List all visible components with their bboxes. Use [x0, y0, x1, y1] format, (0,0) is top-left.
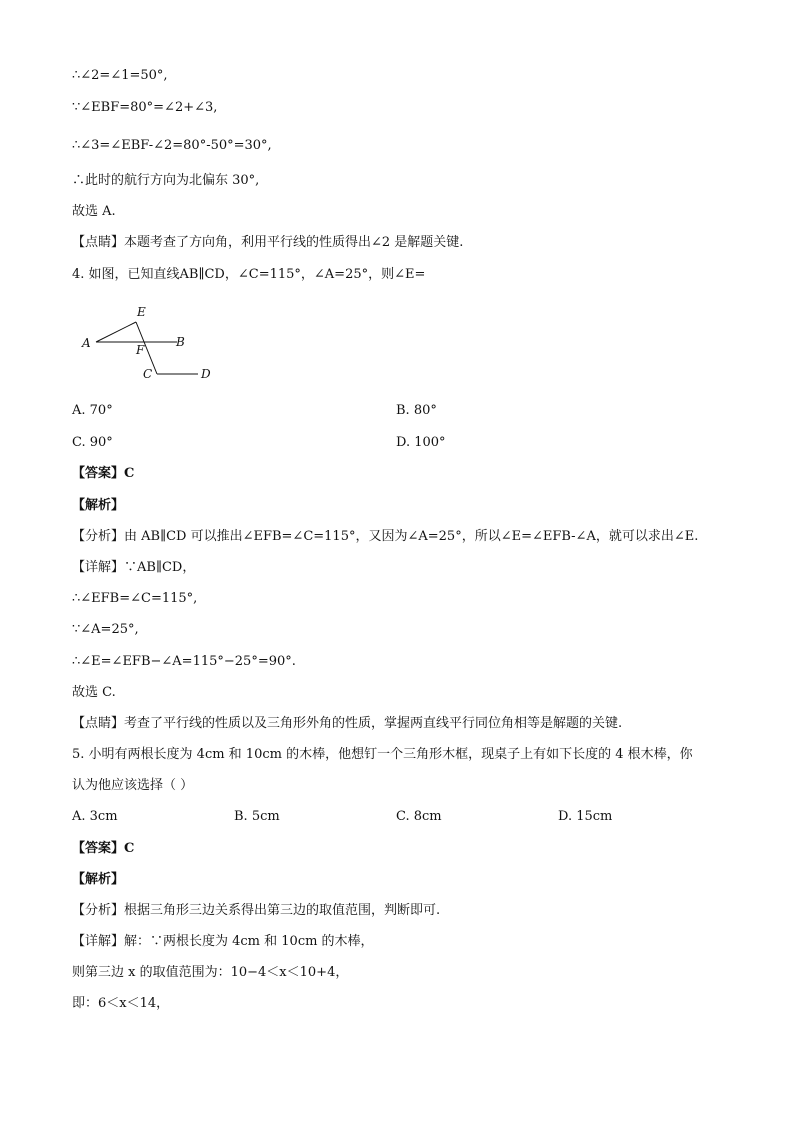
q4-analysis: 【分析】由 AB∥CD 可以推出∠EFB=∠C=115°，又因为∠A=25°，所以∠E=∠EFB-∠A，就可以求出∠E. [72, 529, 699, 544]
q4-key-point: 【点睛】考查了平行线的性质以及三角形外角的性质，掌握两直线平行同位角相等是解题的关键. [72, 716, 623, 731]
q5-analysis-heading: 【解析】 [72, 872, 125, 887]
q5-option-b: B. 5cm [234, 809, 280, 824]
q4-detail-3: ∵∠A=25°, [72, 622, 139, 637]
label-d: D [201, 367, 211, 381]
q5-detail-3: 即：6＜x＜14， [72, 996, 170, 1011]
label-a: A [82, 336, 91, 350]
solution-line-2: ∵∠EBF=80°=∠2+∠3, [72, 100, 218, 115]
q4-option-c: C. 90° [72, 435, 113, 450]
q5-detail-2: 则第三边 x 的取值范围为：10−4＜x＜10+4， [72, 965, 349, 980]
q4-option-b: B. 80° [396, 403, 437, 418]
label-e: E [137, 305, 146, 319]
q4-choice: 故选 C. [72, 685, 116, 700]
question-5-stem-line-1: 5. 小明有两根长度为 4cm 和 10cm 的木棒，他想钉一个三角形木框，现桌子上有如下长度的 4 根木棒，你 [72, 747, 693, 762]
question-5-stem-line-2: 认为他应该选择（ ） [72, 778, 194, 793]
solution-choice: 故选 A. [72, 204, 116, 219]
solution-line-3: ∴∠3=∠EBF-∠2=80°-50°=30°, [72, 138, 272, 153]
geometry-figure [80, 300, 230, 385]
question-4-stem: 4. 如图，已知直线AB∥CD，∠C=115°，∠A=25°，则∠E= [72, 267, 426, 282]
q5-option-d: D. 15cm [558, 809, 613, 824]
q4-analysis-heading: 【解析】 [72, 498, 125, 513]
q4-option-a: A. 70° [72, 403, 113, 418]
label-f: F [136, 343, 145, 357]
q4-detail-1: 【详解】∵AB∥CD， [72, 560, 196, 575]
label-c: C [143, 367, 153, 381]
q5-detail-1: 【详解】解：∵两根长度为 4cm 和 10cm 的木棒， [72, 934, 374, 949]
q5-analysis: 【分析】根据三角形三边关系得出第三边的取值范围，判断即可. [72, 903, 441, 918]
q4-detail-4: ∴∠E=∠EFB−∠A=115°−25°=90°. [72, 654, 296, 669]
q4-option-d: D. 100° [396, 435, 446, 450]
q4-answer: 【答案】C [72, 466, 135, 481]
q4-detail-2: ∴∠EFB=∠C=115°, [72, 591, 198, 606]
q5-option-c: C. 8cm [396, 809, 442, 824]
q5-option-a: A. 3cm [72, 809, 118, 824]
solution-line-1: ∴∠2=∠1=50°, [72, 68, 168, 83]
key-point-note: 【点睛】本题考查了方向角，利用平行线的性质得出∠2 是解题关键. [72, 235, 464, 250]
q5-answer: 【答案】C [72, 841, 135, 856]
segment-ae [96, 322, 136, 342]
solution-line-4: ∴此时的航行方向为北偏东 30°, [72, 173, 260, 188]
label-b: B [176, 335, 185, 349]
